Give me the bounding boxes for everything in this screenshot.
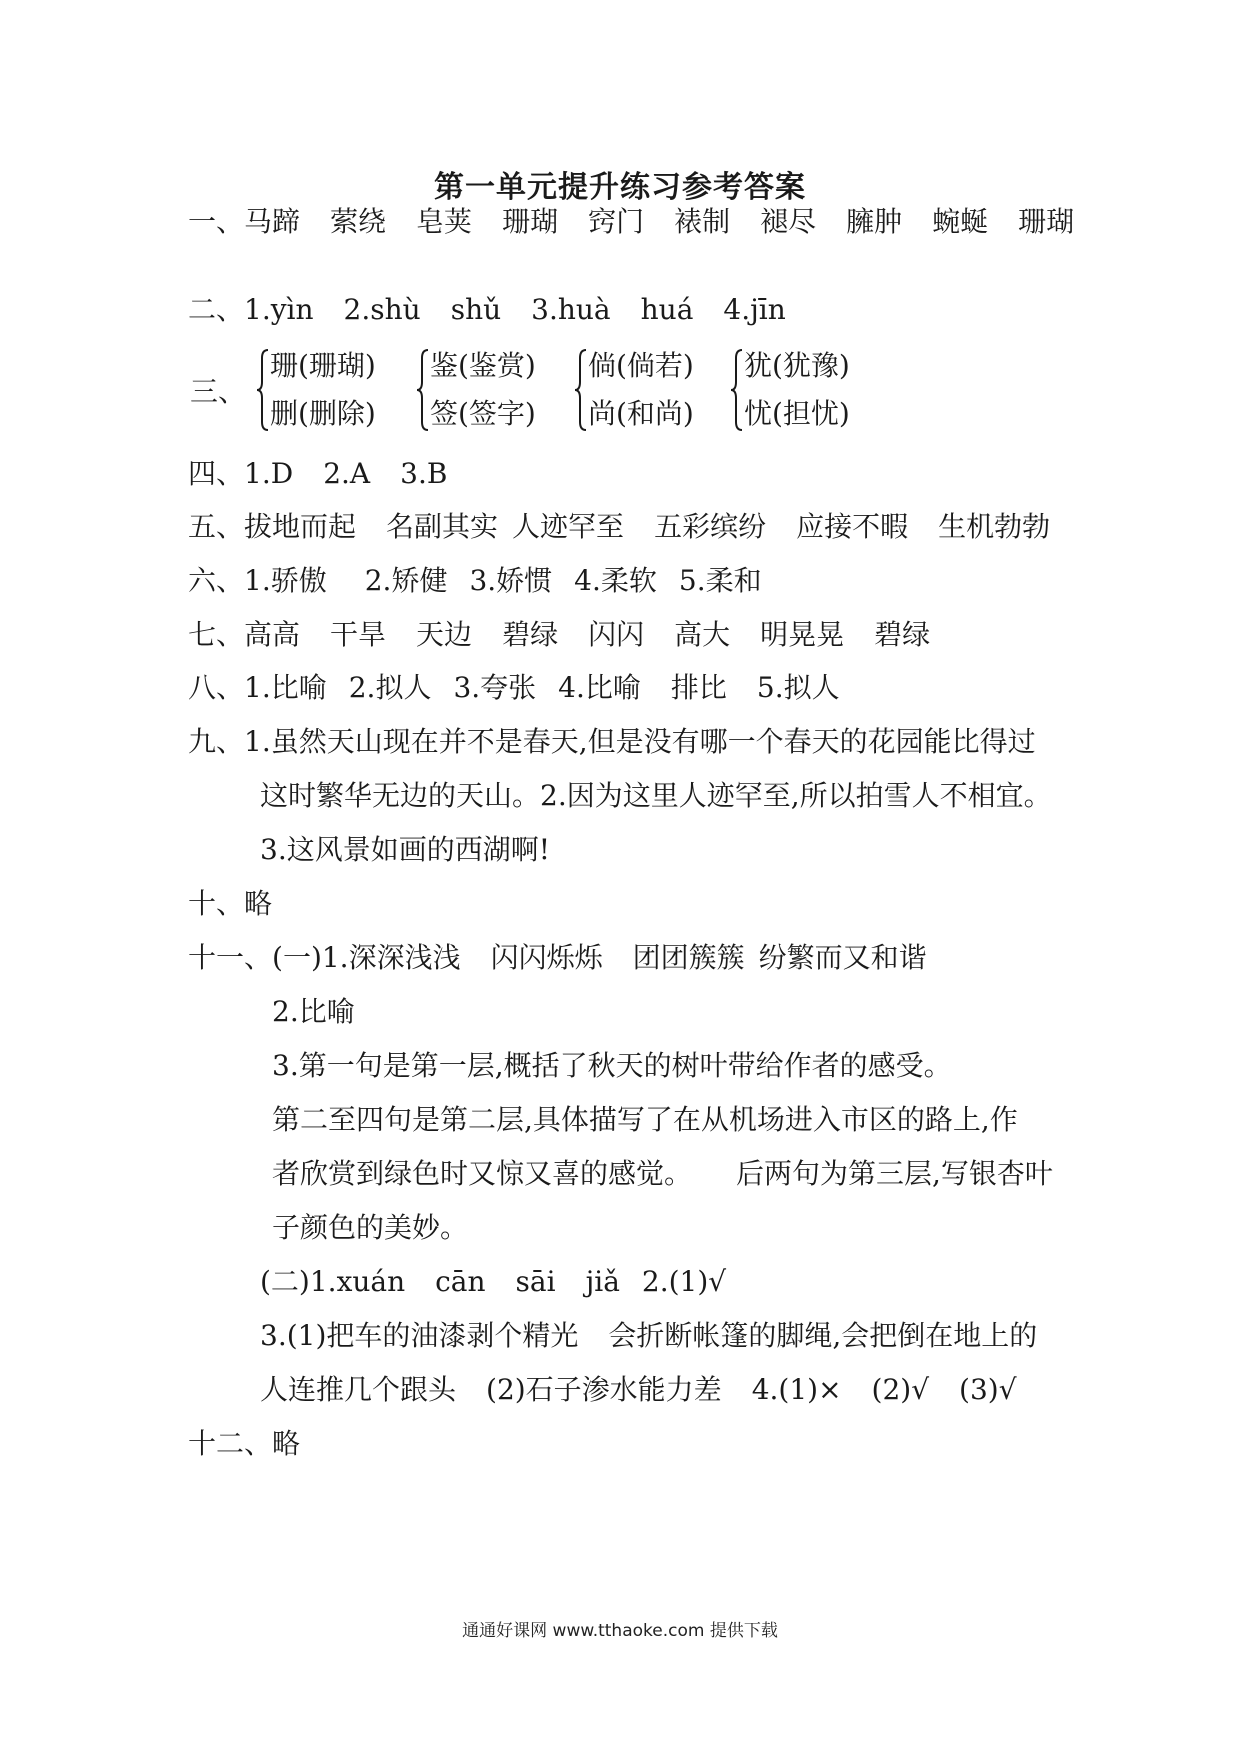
answer-item: 窍门	[588, 205, 645, 238]
section-11-label: 十一、	[188, 941, 273, 974]
answer-item: 裱制	[674, 205, 731, 238]
answer-item: 蜿蜒	[932, 205, 989, 238]
answer-item: 干旱	[330, 618, 387, 651]
answer-item: 2.矫健	[364, 564, 448, 597]
answer-text: 2.比喻	[272, 995, 355, 1028]
section-2-label: 二、	[188, 293, 245, 326]
answer-item: 拔地而起	[244, 510, 357, 543]
answer-item: 2.(1)√	[641, 1265, 727, 1298]
page-title: 第一单元提升练习参考答案	[434, 170, 806, 205]
section-7-label: 七、	[188, 618, 245, 651]
answer-item: 珊瑚	[1018, 205, 1075, 238]
answer-text: 1.虽然天山现在并不是春天,但是没有哪一个春天的花园能比得过	[244, 725, 1036, 758]
answer-item: 1.yìn	[244, 293, 314, 326]
left-brace-icon	[256, 348, 270, 432]
answer-item: cān	[435, 1265, 486, 1298]
answer-item: 萦绕	[330, 205, 387, 238]
answer-item: 1.D	[244, 457, 294, 490]
section-8	[188, 671, 840, 704]
answer-text: 略	[272, 1427, 301, 1460]
brace-row-top: 犹(犹豫)	[744, 349, 850, 382]
brace-row-bottom: 删(删除)	[270, 397, 376, 430]
answer-item: 纷繁而又和谐	[758, 941, 927, 974]
answer-text	[260, 1319, 1038, 1352]
brace-row-top: 倘(倘若)	[588, 349, 694, 382]
answer-text-continued: 这时繁华无边的天山。2.因为这里人迹罕至,所以拍雪人不相宜。	[260, 779, 1052, 812]
answer-item: 名副其实	[386, 510, 499, 543]
footer-source: 通通好课网 www.tthaoke.com 提供下载	[462, 1621, 778, 1641]
answer-item: 五彩缤纷	[654, 510, 767, 543]
section-7	[188, 618, 931, 651]
left-brace-icon	[416, 348, 430, 432]
section-1-label: 一、	[188, 205, 245, 238]
section-6	[188, 564, 762, 597]
answer-item: 1.比喻	[244, 671, 327, 704]
answer-item: (2)√	[871, 1373, 930, 1406]
answer-item: 3.(1)把车的油漆剥个精光	[260, 1319, 579, 1352]
answer-item: 高大	[674, 618, 731, 651]
answer-item: 2.shù	[343, 293, 421, 326]
answer-item: 皂荚	[416, 205, 473, 238]
answer-item: (一)1.深深浅浅	[272, 941, 461, 974]
left-brace-icon	[730, 348, 744, 432]
section-12-label: 十二、	[188, 1427, 273, 1460]
answer-item: 5.拟人	[756, 671, 840, 704]
answer-item: 3.huà	[531, 293, 611, 326]
answer-item: 团团簇簇	[632, 941, 745, 974]
answer-item: 臃肿	[846, 205, 903, 238]
answer-item: 马蹄	[244, 205, 301, 238]
brace-row-top: 鉴(鉴赏)	[430, 349, 536, 382]
answer-text	[260, 1373, 1017, 1406]
answer-item: (3)√	[959, 1373, 1017, 1406]
answer-item: jiǎ	[585, 1265, 620, 1298]
section-5-label: 五、	[188, 510, 245, 543]
answer-text-continued: 3.这风景如画的西湖啊!	[260, 833, 550, 866]
answer-text	[272, 1157, 1053, 1190]
answer-text-a: 者欣赏到绿色时又惊又喜的感觉。	[272, 1157, 693, 1190]
answer-item: 4.(1)×	[751, 1373, 842, 1406]
answer-item: 闪闪烁烁	[490, 941, 603, 974]
answer-item: 生机勃勃	[938, 510, 1051, 543]
section-9-label: 九、	[188, 725, 245, 758]
brace-row-bottom: 忧(担忧)	[744, 397, 850, 430]
answer-item: 闪闪	[588, 618, 645, 651]
answer-item: 2.A	[323, 457, 371, 490]
section-3-label: 三、	[190, 375, 247, 408]
answer-item: 4.比喻	[558, 671, 641, 704]
answer-item: 3.B	[400, 457, 448, 490]
answer-text: 3.第一句是第一层,概括了秋天的树叶带给作者的感受。	[272, 1049, 952, 1082]
left-brace-icon	[574, 348, 588, 432]
answer-item: 天边	[416, 618, 473, 651]
answer-item: 碧绿	[502, 618, 559, 651]
section-5	[188, 510, 1051, 543]
answer-item: huá	[640, 293, 694, 326]
answer-item: (二)1.xuán	[260, 1265, 406, 1298]
answer-item: 3.夸张	[453, 671, 537, 704]
section-4	[188, 457, 448, 490]
answer-text-b: 后两句为第三层,写银杏叶	[736, 1157, 1053, 1190]
section-10-label: 十、	[188, 887, 245, 920]
answer-text: 子颜色的美妙。	[272, 1211, 469, 1244]
answer-item: shǔ	[450, 293, 502, 326]
answer-text: 略	[244, 887, 273, 920]
section-4-label: 四、	[188, 457, 245, 490]
answer-item: 褪尽	[760, 205, 817, 238]
section-6-label: 六、	[188, 564, 245, 597]
brace-row-top: 珊(珊瑚)	[270, 349, 376, 382]
answer-item: 排比	[670, 671, 727, 704]
answer-item: 4.jīn	[723, 293, 786, 326]
brace-row-bottom: 签(签字)	[430, 397, 536, 430]
answer-item: 应接不暇	[796, 510, 909, 543]
section-8-label: 八、	[188, 671, 245, 704]
brace-row-bottom: 尚(和尚)	[588, 397, 694, 430]
answer-item: 4.柔软	[574, 564, 657, 597]
section-12	[188, 1427, 301, 1460]
answer-item: 5.柔和	[678, 564, 762, 597]
answer-text: 第二至四句是第二层,具体描写了在从机场进入市区的路上,作	[272, 1103, 1018, 1136]
answer-item: (2)石子渗水能力差	[486, 1373, 722, 1406]
answer-item: 1.骄傲	[244, 564, 327, 597]
section-9	[188, 725, 1036, 758]
answer-item: 3.娇惯	[469, 564, 553, 597]
answer-item: 2.拟人	[348, 671, 432, 704]
answer-subpart-2	[260, 1265, 727, 1298]
answer-item: 人连推几个跟头	[260, 1373, 457, 1406]
section-2	[188, 293, 786, 326]
answer-item: 高高	[244, 618, 301, 651]
section-1	[188, 205, 1075, 238]
answer-item: 珊瑚	[502, 205, 559, 238]
answer-item: sāi	[515, 1265, 556, 1298]
answer-item: 明晃晃	[760, 618, 845, 651]
section-11	[188, 941, 927, 974]
answer-item: 碧绿	[874, 618, 931, 651]
answer-item: 会折断帐篷的脚绳,会把倒在地上的	[608, 1319, 1038, 1352]
section-10	[188, 887, 273, 920]
answer-item: 人迹罕至	[512, 510, 625, 543]
